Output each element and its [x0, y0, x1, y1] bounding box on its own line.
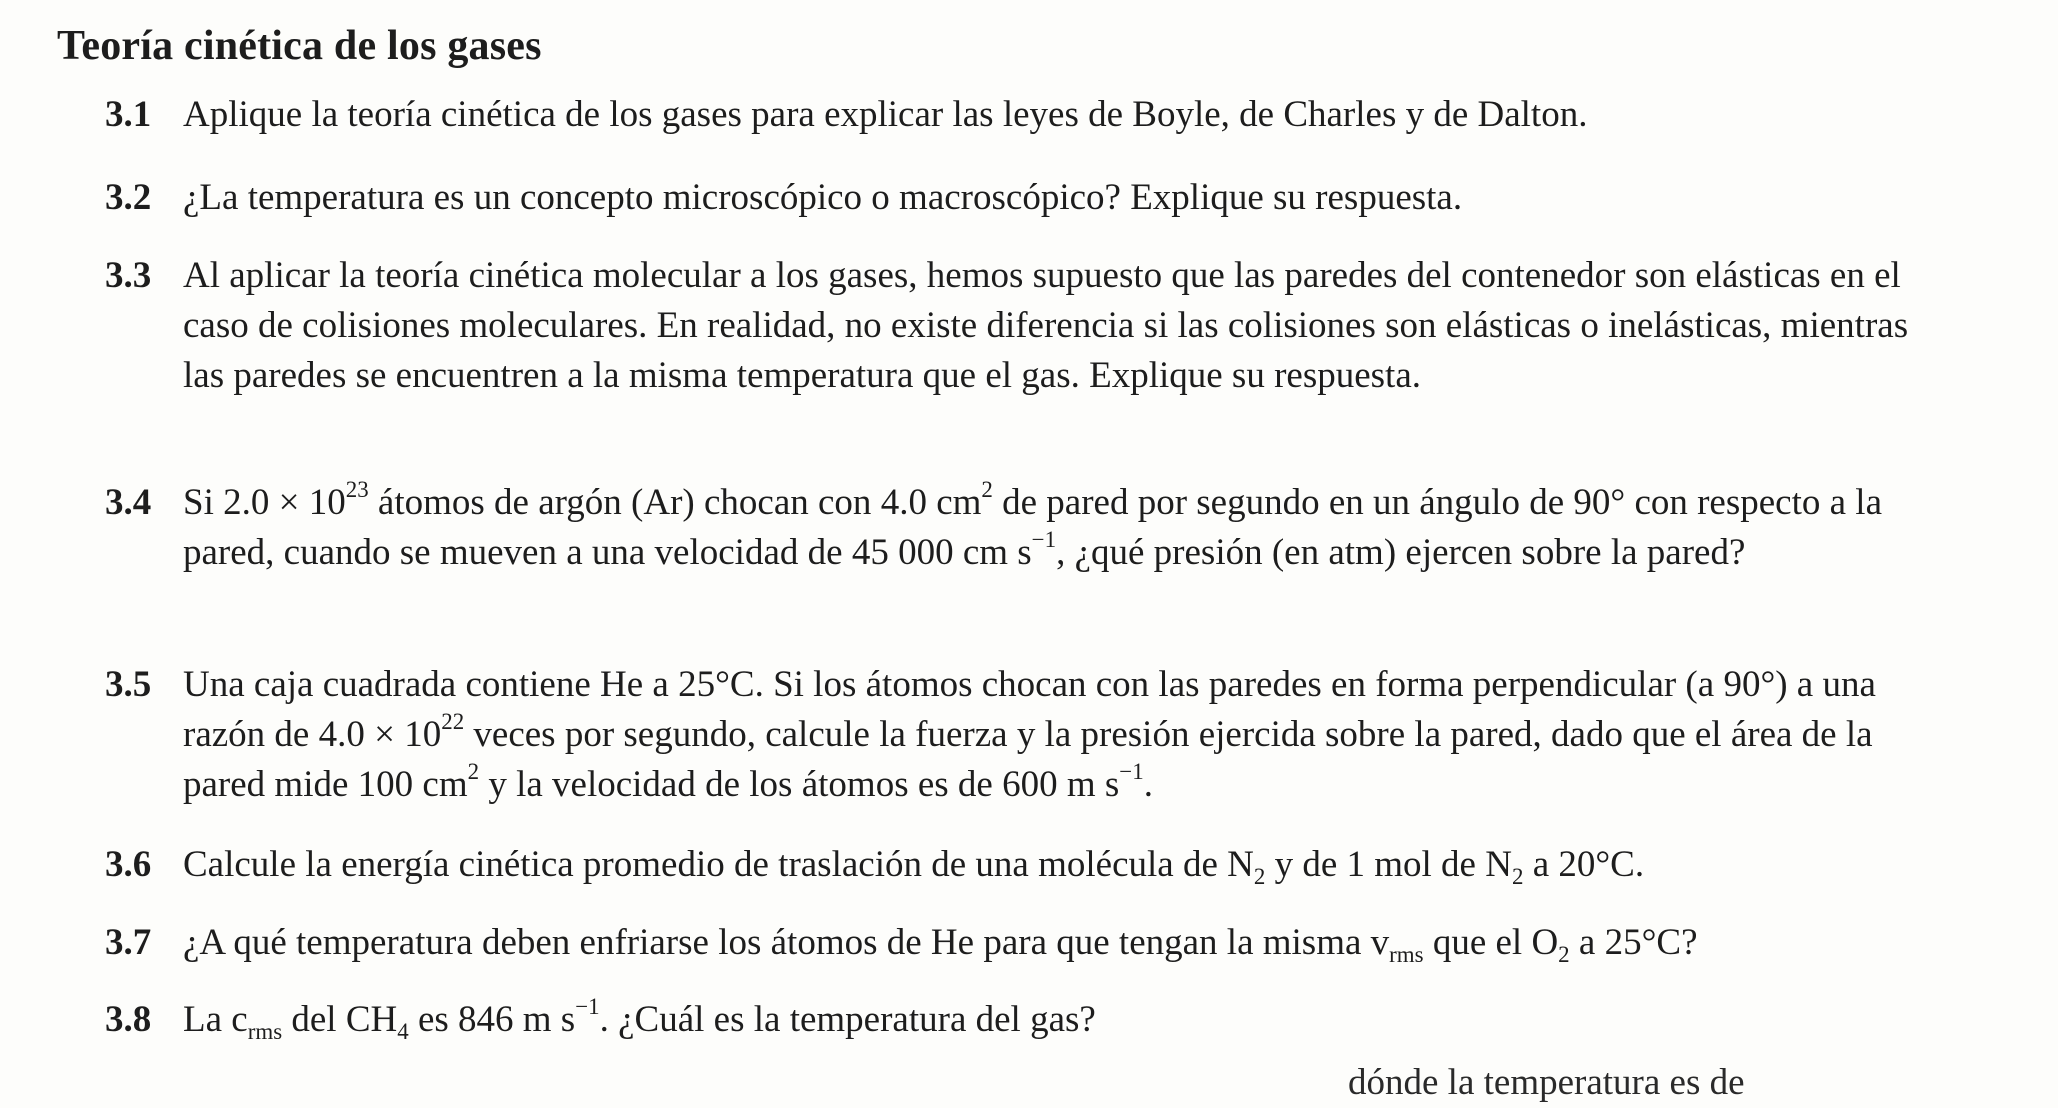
problem-text: Calcule la energía cinética promedio de traslación de una molécula de $N_2$ y de 1 mol de $N_2$ a 20°C.: [183, 844, 1645, 890]
problem-3-7: [105, 918, 1945, 968]
problem-text: La $c_{rms}$ del $CH_4$ es 846 m $s^{-1}$. ¿Cuál es la temperatura del gas?: [183, 993, 1096, 1045]
problem-text: ¿A qué temperatura deben enfriarse los átomos de He para que tengan la misma $v_{rms}$ que el $O_2$ a 25°C?: [183, 922, 1698, 968]
problem-3-8: [105, 995, 1945, 1045]
problem-number: 3.5: [105, 664, 152, 705]
problem-number: 3.2: [105, 177, 152, 218]
problem-text: Si $2.0 \times 10^{23}$ átomos de argón (Ar) chocan con 4.0 $cm^2$ de pared por segundo en un ángulo de 90° con respecto a la pared, cuando se mueven a una velocidad de 45 000 cm $s^{-1}$, ¿qué presión (en atm) ejercen sobre la pared?: [183, 476, 1883, 573]
problem-text: Aplique la teoría cinética de los gases para explicar las leyes de Boyle, de Charles y de Dalton.: [183, 94, 1588, 135]
problem-3-4: [105, 478, 1945, 578]
problem-number: 3.7: [105, 922, 152, 963]
problem-number: 3.8: [105, 999, 152, 1040]
problem-number: 3.3: [105, 255, 152, 296]
problem-number: 3.6: [105, 844, 152, 885]
problem-text: Al aplicar la teoría cinética molecular a los gases, hemos supuesto que las paredes del contenedor son elásticas en el caso de colisiones moleculares. En realidad, no existe diferencia si las colisiones son elásticas o inelásticas, mientras las paredes se encuentren a la misma temperatura que el gas. Explique su respuesta.: [183, 255, 1909, 396]
problem-number: 3.4: [105, 482, 152, 523]
cut-off-line: dónde la temperatura es de: [1348, 1062, 1745, 1103]
section-title: Teoría cinética de los gases: [57, 23, 542, 69]
problem-3-5: [105, 660, 1945, 810]
problem-3-3: [105, 251, 1945, 401]
problem-3-2: [105, 173, 1945, 223]
problem-3-1: [105, 90, 1945, 140]
problem-text: Una caja cuadrada contiene He a 25°C. Si los átomos chocan con las paredes en forma perpendicular (a 90°) a una razón de $4.0 \times 10^{22}$ veces por segundo, calcule la fuerza y la presión ejercida sobre la pared, dado que el área de la pared mide 100 $cm^2$ y la velocidad de los átomos es de 600 m $s^{-1}$.: [183, 664, 1876, 805]
problem-number: 3.1: [105, 94, 152, 135]
problem-3-6: [105, 840, 1945, 890]
problem-text: ¿La temperatura es un concepto microscópico o macroscópico? Explique su respuesta.: [183, 177, 1463, 218]
